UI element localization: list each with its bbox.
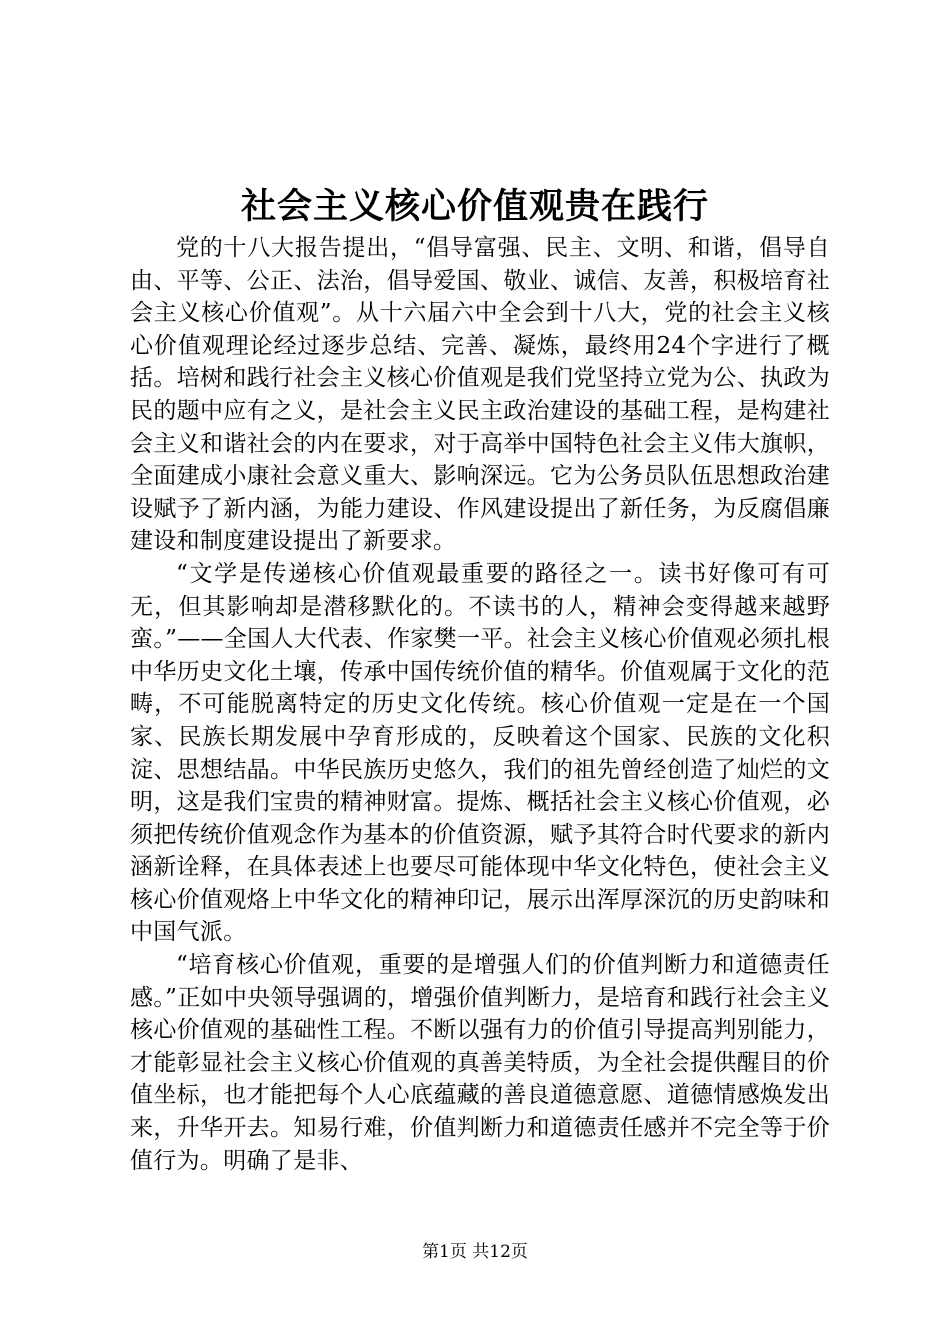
paragraph-2: “文学是传递核心价值观最重要的路径之一。读书好像可有可无，但其影响却是潜移默化的。不读书的人，精神会变得越来越野蛮。”——全国人大代表、作家樊一平。社会主义核心价值观必须扎根中华历史文化土壤，传承中国传统价值的精华。价值观属于文化的范畴，不可能脱离特定的历史文化传统。核心价值观一定是在一个国家、民族长期发展中孕育形成的，反映着这个国家、民族的文化积淀、思想结晶。中华民族历史悠久，我们的祖先曾经创造了灿烂的文明，这是我们宝贵的精神财富。提炼、概括社会主义核心价值观，必须把传统价值观念作为基本的价值资源，赋予其符合时代要求的新内涵新诠释，在具体表述上也要尽可能体现中华文化特色，使社会主义核心价值观烙上中华文化的精神印记，展示出浑厚深沉的历史韵味和中国气派。 bbox=[130, 560, 830, 946]
paragraph-1: 党的十八大报告提出，“倡导富强、民主、文明、和谐，倡导自由、平等、公正、法治，倡导爱国、敬业、诚信、友善，积极培育社会主义核心价值观”。从十六届六中全会到十八大，党的社会主义核心价值观理论经过逐步总结、完善、凝炼，最终用24个字进行了概括。培树和践行社会主义核心价值观是我们党坚持立党为公、执政为民的题中应有之义，是社会主义民主政治建设的基础工程，是构建社会主义和谐社会的内在要求，对于高举中国特色社会主义伟大旗帜，全面建成小康社会意义重大、影响深远。它为公务员队伍思想政治建设赋予了新内涵，为能力建设、作风建设提出了新任务，为反腐倡廉建设和制度建设提出了新要求。 bbox=[130, 235, 830, 555]
document-title: 社会主义核心价值观贵在践行 bbox=[240, 186, 709, 227]
page-footer: 第1页 共12页 bbox=[422, 1242, 528, 1262]
document-body bbox=[130, 232, 830, 1177]
paragraph-3: “培育核心价值观，重要的是增强人们的价值判断力和道德责任感。”正如中央领导强调的，增强价值判断力，是培育和践行社会主义核心价值观的基础性工程。不断以强有力的价值引导提高判别能力，才能彰显社会主义核心价值观的真善美特质，为全社会提供醒目的价值坐标，也才能把每个人心底蕴藏的善良道德意愿、道德情感焕发出来，升华开去。知易行难，价值判断力和道德责任感并不完全等于价值行为。明确了是非、 bbox=[130, 952, 830, 1174]
